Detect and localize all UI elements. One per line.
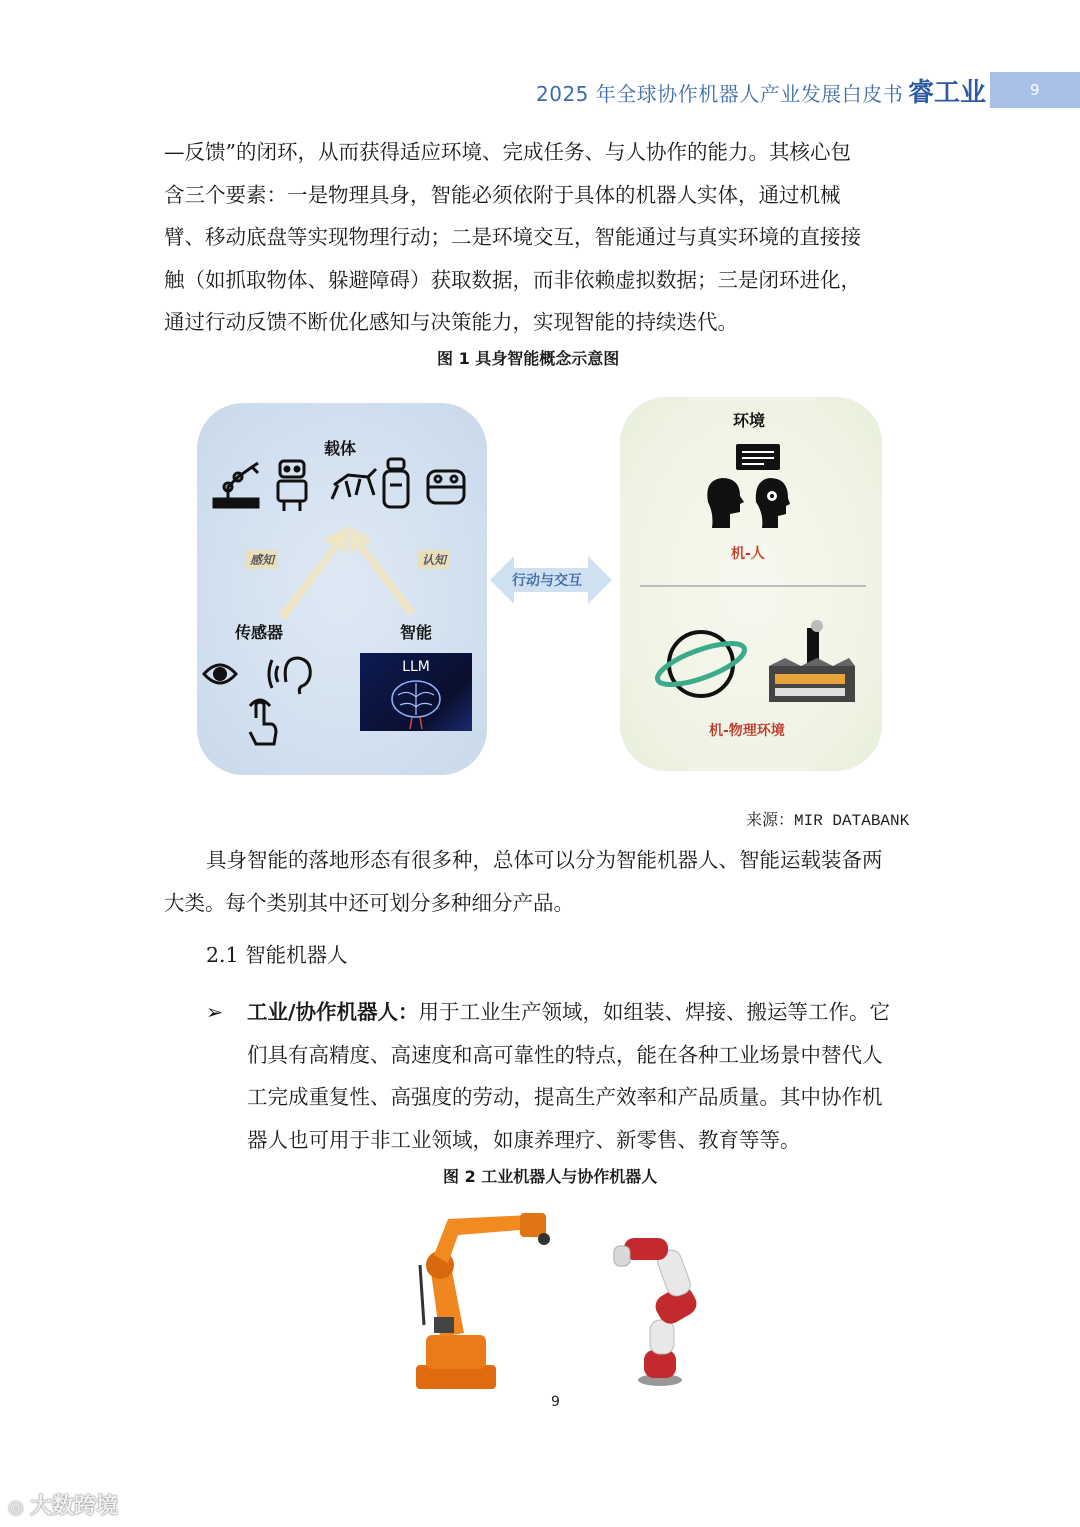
divider bbox=[640, 585, 866, 587]
llm-text: LLM bbox=[402, 659, 430, 675]
mobile-chassis-icon bbox=[428, 471, 464, 503]
industrial-robot-image bbox=[410, 1205, 560, 1395]
text-line: —反馈”的闭环，从而获得适应环境、完成任务、与人协作的能力。其核心包 bbox=[164, 140, 851, 164]
intro-paragraph bbox=[164, 131, 861, 344]
text-line: 触（如抓取物体、躲避障碍）获取数据，而非依赖虚拟数据；三是闭环进化， bbox=[164, 267, 861, 292]
brain-icon bbox=[388, 677, 444, 729]
text-line: 含三个要素：一是物理具身，智能必须依附于具体的机器人实体，通过机械 bbox=[164, 182, 841, 207]
header-title: 2025 年全球协作机器人产业发展白皮书 bbox=[536, 82, 904, 106]
figure2-caption: 图 2 工业机器人与协作机器人 bbox=[443, 1167, 658, 1186]
quadruped-robot-icon bbox=[332, 469, 376, 499]
robot-head-icon bbox=[756, 478, 790, 528]
text-line: 大类。每个类别其中还可划分多种细分产品。 bbox=[164, 890, 574, 915]
watermark bbox=[8, 1489, 118, 1520]
llm-image bbox=[360, 653, 472, 731]
section-heading: 2.1 智能机器人 bbox=[206, 943, 348, 967]
header-page-number: 9 bbox=[1030, 81, 1040, 99]
intelligence-label: 智能 bbox=[400, 623, 433, 642]
bullet-body bbox=[247, 991, 890, 1161]
machine-human-label: 机-人 bbox=[731, 546, 765, 562]
physical-env-icons bbox=[655, 620, 865, 710]
watermark-logo-icon: ◎ bbox=[8, 1497, 30, 1518]
industrial-arm-icon bbox=[214, 463, 258, 507]
cognize-tag: 认知 bbox=[418, 550, 450, 569]
text-line: 器人也可用于非工业领域，如康养理疗、新零售、教育等等。 bbox=[247, 1127, 801, 1152]
human-machine-icon bbox=[700, 440, 800, 532]
human-head-icon bbox=[707, 478, 744, 528]
watermark-text: 大数跨境 bbox=[29, 1494, 118, 1519]
carrier-label: 载体 bbox=[324, 439, 357, 458]
text-line: 臂、移动底盘等实现物理行动；二是环境交互，智能通过与真实环境的直接接 bbox=[164, 225, 861, 249]
humanoid-robot-icon bbox=[278, 461, 306, 511]
eye-icon bbox=[204, 665, 236, 683]
figure1-caption: 图 1 具身智能概念示意图 bbox=[437, 349, 620, 368]
carrier-icons bbox=[208, 455, 478, 515]
bullet-marker: ➢ bbox=[206, 1000, 224, 1024]
touch-icon bbox=[250, 700, 276, 744]
header-brand: 睿工业 bbox=[908, 78, 987, 108]
interaction-label: 行动与交互 bbox=[512, 573, 582, 589]
arrows-to-carrier bbox=[238, 520, 448, 620]
perceive-tag: 感知 bbox=[246, 550, 278, 569]
text-line: 用于工业生产领域，如组装、焊接、搬运等工作。它 bbox=[418, 1000, 890, 1024]
figure1-source: 来源：MIR DATABANK bbox=[746, 812, 910, 830]
environment-label: 环境 bbox=[733, 411, 766, 430]
text-line: 具身智能的落地形态有很多种，总体可以分为智能机器人、智能运载装备两 bbox=[206, 848, 883, 872]
service-robot-icon bbox=[384, 459, 408, 507]
factory-icon bbox=[769, 620, 855, 702]
sensor-label: 传感器 bbox=[235, 623, 284, 642]
sensor-icons bbox=[200, 650, 330, 750]
bullet-term: 工业/协作机器人： bbox=[247, 1000, 419, 1024]
text-line: 通过行动反馈不断优化感知与决策能力，实现智能的持续迭代。 bbox=[164, 310, 738, 334]
paragraph-2 bbox=[164, 839, 883, 924]
ear-icon bbox=[269, 658, 310, 694]
planet-icon bbox=[655, 632, 749, 696]
text-line: 工完成重复性、高强度的劳动，提高生产效率和产品质量。其中协作机 bbox=[247, 1085, 883, 1109]
chat-icon bbox=[736, 444, 780, 470]
footer-page-number: 9 bbox=[551, 1394, 560, 1410]
machine-physical-label: 机-物理环境 bbox=[709, 723, 785, 739]
collaborative-robot-image bbox=[610, 1230, 720, 1390]
text-line: 们具有高精度、高速度和高可靠性的特点，能在各种工业场景中替代人 bbox=[247, 1042, 883, 1067]
